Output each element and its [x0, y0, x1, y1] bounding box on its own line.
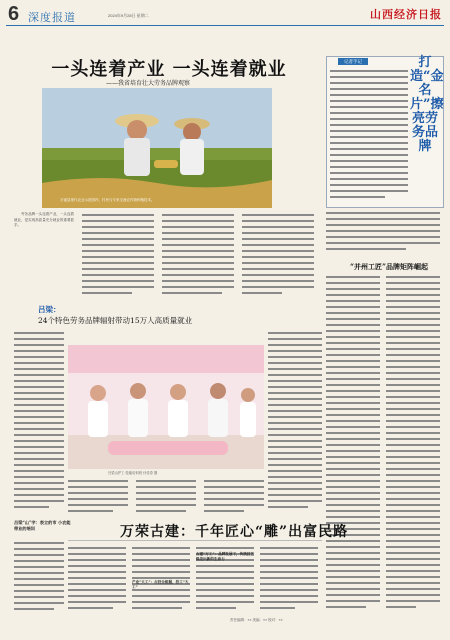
- article1-right-column: [268, 330, 322, 515]
- article1-body-text: [82, 212, 322, 298]
- article1-below-photo-text: [68, 478, 264, 518]
- lvliang-section-heading: [38, 304, 192, 326]
- article1-column-1: [14, 212, 74, 298]
- field-photo-caption: 平遥县现代农业示范园内，村民与专家交流农作物种植技术。: [60, 198, 155, 202]
- wanrong-headline: 万荣古建：千年匠心“雕”出富民路: [120, 524, 349, 540]
- paper-logo: 山西经济日报: [370, 8, 442, 21]
- sidebar-bold-heading: “并州工匠”品牌矩阵崛起: [350, 262, 429, 271]
- article2-minor-heading-1: 产业“大工”：古技全能掘，技工“大工”: [132, 580, 189, 589]
- field-photo: [42, 88, 272, 208]
- reporter-notes-label: 记者手记: [338, 58, 368, 65]
- sidebar-lower-lines: [326, 210, 442, 255]
- main-subhead: ——我省培育壮大劳务品牌观察: [106, 80, 191, 87]
- section-title: 深度报道: [28, 12, 76, 24]
- article1-minor-heading: 吕梁“山”字：表立的市 小农能带业的培训: [14, 520, 71, 531]
- below-photo-lines: [68, 478, 264, 518]
- sidebar-lower-text: [326, 210, 442, 255]
- header-rule: [6, 25, 444, 26]
- right-columns-text: [326, 274, 442, 614]
- article1-tail-text: [14, 540, 64, 616]
- article2-minor-heading-2: 古建“万工”：品牌发展下，传统技艺焕发出新的生命力: [196, 552, 255, 561]
- article1-text-lines: [82, 212, 322, 298]
- page-number: 6: [8, 3, 20, 25]
- sidebar-text-lines: [330, 68, 410, 203]
- article1-lead: 劳务品牌一头连着产业，一头连着就业，是实现高质量充分就业的重要抓手。: [14, 212, 74, 228]
- article2-rule: [68, 540, 322, 541]
- field-photo-illustration: [42, 88, 272, 208]
- training-photo: [68, 345, 264, 469]
- issue-date: 2024年9月28日 星期二: [108, 13, 149, 18]
- spacer: [14, 300, 34, 301]
- page-credits: 责任编辑：×× 美编：×× 校对：××: [230, 618, 283, 622]
- article2-text-lines: [68, 545, 322, 615]
- article1-left-column: [14, 330, 64, 515]
- right-columns-lines: [326, 274, 442, 614]
- main-headline: 一头连着产业 一头连着就业: [51, 59, 287, 80]
- article2-body-text: [68, 545, 322, 615]
- training-photo-caption: 吕梁山护工·技能培训班 付佳奇 摄: [108, 471, 158, 475]
- sidebar-text: [330, 68, 410, 203]
- training-photo-illustration: [68, 345, 264, 469]
- right-column-lines: [268, 330, 322, 515]
- sidebar-vertical-title: 打造“金名片”擦亮劳务品牌: [410, 55, 444, 154]
- left-column-lines: [14, 330, 64, 515]
- lvliang-heading-place: 吕梁：: [38, 305, 61, 314]
- lvliang-heading-text: 24个特色劳务品牌辐射带动15万人高质量就业: [38, 316, 193, 325]
- tail-text-lines: [14, 540, 64, 616]
